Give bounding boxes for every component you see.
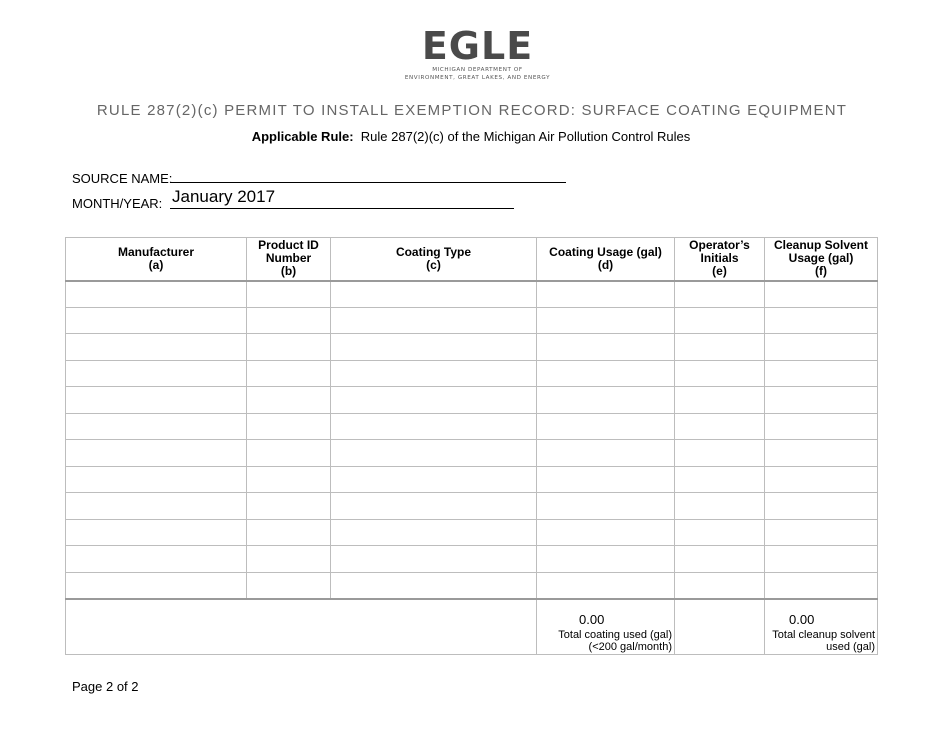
logo-wordmark: EGLE <box>421 24 534 68</box>
cell-coating-usage[interactable] <box>537 546 675 573</box>
cell-cleanup-solvent[interactable] <box>765 519 878 546</box>
cell-operator-initials[interactable] <box>675 413 765 440</box>
cell-product-id[interactable] <box>247 519 331 546</box>
source-name-field[interactable] <box>170 182 566 183</box>
cell-coating-usage[interactable] <box>537 493 675 520</box>
cell-operator-initials[interactable] <box>675 519 765 546</box>
cell-manufacturer[interactable] <box>66 440 247 467</box>
cell-cleanup-solvent[interactable] <box>765 546 878 573</box>
table-row <box>66 387 878 414</box>
cell-coating-type[interactable] <box>331 466 537 493</box>
header-product-id: Product ID Number (b) <box>247 238 331 281</box>
header-operator-initials: Operator’s Initials (e) <box>675 238 765 281</box>
cell-operator-initials[interactable] <box>675 440 765 467</box>
cell-coating-type[interactable] <box>331 493 537 520</box>
cell-manufacturer[interactable] <box>66 360 247 387</box>
cell-coating-type[interactable] <box>331 519 537 546</box>
cell-product-id[interactable] <box>247 307 331 334</box>
cell-manufacturer[interactable] <box>66 466 247 493</box>
cell-operator-initials[interactable] <box>675 546 765 573</box>
cell-manufacturer[interactable] <box>66 572 247 599</box>
applicable-rule <box>0 129 942 144</box>
cell-manufacturer[interactable] <box>66 307 247 334</box>
totals-blank <box>66 599 537 655</box>
cell-operator-initials[interactable] <box>675 493 765 520</box>
month-year-field[interactable] <box>170 208 514 209</box>
table-row <box>66 440 878 467</box>
total-solvent-value: 0.00 <box>789 611 815 627</box>
cell-product-id[interactable] <box>247 440 331 467</box>
cell-cleanup-solvent[interactable] <box>765 334 878 361</box>
cell-coating-usage[interactable] <box>537 519 675 546</box>
cell-cleanup-solvent[interactable] <box>765 387 878 414</box>
total-solvent-cell[interactable] <box>765 599 878 655</box>
table-row <box>66 334 878 361</box>
applicable-rule-text: Rule 287(2)(c) of the Michigan Air Pollution Control Rules <box>360 129 691 144</box>
month-year-value: January 2017 <box>172 187 276 206</box>
table-row <box>66 493 878 520</box>
table-row <box>66 466 878 493</box>
header-coating-type: Coating Type (c) <box>331 238 537 281</box>
cell-cleanup-solvent[interactable] <box>765 413 878 440</box>
page-number: Page 2 of 2 <box>72 679 139 694</box>
cell-coating-type[interactable] <box>331 440 537 467</box>
cell-coating-usage[interactable] <box>537 281 675 308</box>
cell-coating-type[interactable] <box>331 572 537 599</box>
cell-product-id[interactable] <box>247 493 331 520</box>
month-year-label: MONTH/YEAR: <box>72 196 163 211</box>
cell-product-id[interactable] <box>247 546 331 573</box>
cell-manufacturer[interactable] <box>66 334 247 361</box>
cell-cleanup-solvent[interactable] <box>765 572 878 599</box>
total-coating-value: 0.00 <box>579 611 605 627</box>
table-row <box>66 307 878 334</box>
cell-coating-usage[interactable] <box>537 360 675 387</box>
cell-manufacturer[interactable] <box>66 493 247 520</box>
total-coating-cell[interactable] <box>537 599 675 655</box>
cell-coating-type[interactable] <box>331 281 537 308</box>
cell-product-id[interactable] <box>247 572 331 599</box>
cell-manufacturer[interactable] <box>66 281 247 308</box>
exemption-record-table <box>65 237 878 655</box>
total-initials-blank <box>675 599 765 655</box>
cell-coating-usage[interactable] <box>537 440 675 467</box>
cell-operator-initials[interactable] <box>675 334 765 361</box>
cell-cleanup-solvent[interactable] <box>765 281 878 308</box>
form-title: RULE 287(2)(c) PERMIT TO INSTALL EXEMPTION RECORD: SURFACE COATING EQUIPMENT <box>96 102 848 119</box>
cell-operator-initials[interactable] <box>675 360 765 387</box>
cell-coating-type[interactable] <box>331 360 537 387</box>
table-row <box>66 413 878 440</box>
table-row <box>66 546 878 573</box>
cell-coating-usage[interactable] <box>537 387 675 414</box>
cell-operator-initials[interactable] <box>675 466 765 493</box>
cell-coating-usage[interactable] <box>537 307 675 334</box>
logo-subtitle-line1: MICHIGAN DEPARTMENT OF <box>432 67 523 73</box>
cell-coating-type[interactable] <box>331 546 537 573</box>
header-coating-usage: Coating Usage (gal) (d) <box>537 238 675 281</box>
cell-product-id[interactable] <box>247 281 331 308</box>
cell-product-id[interactable] <box>247 466 331 493</box>
total-solvent-label: Total cleanup solvent used (gal) <box>772 628 875 653</box>
egle-logo <box>395 24 560 89</box>
cell-coating-type[interactable] <box>331 334 537 361</box>
cell-coating-usage[interactable] <box>537 413 675 440</box>
cell-manufacturer[interactable] <box>66 413 247 440</box>
source-name-label: SOURCE NAME: <box>72 171 173 186</box>
cell-operator-initials[interactable] <box>675 307 765 334</box>
table-row <box>66 281 878 308</box>
cell-operator-initials[interactable] <box>675 387 765 414</box>
cell-coating-type[interactable] <box>331 307 537 334</box>
applicable-rule-label: Applicable Rule: <box>251 129 354 144</box>
totals-row <box>66 599 878 655</box>
cell-cleanup-solvent[interactable] <box>765 440 878 467</box>
table-row <box>66 360 878 387</box>
header-manufacturer: Manufacturer (a) <box>66 238 247 281</box>
cell-cleanup-solvent[interactable] <box>765 493 878 520</box>
cell-manufacturer[interactable] <box>66 519 247 546</box>
logo-subtitle-line2: ENVIRONMENT, GREAT LAKES, AND ENERGY <box>404 74 551 81</box>
cell-coating-type[interactable] <box>331 413 537 440</box>
cell-operator-initials[interactable] <box>675 572 765 599</box>
cell-cleanup-solvent[interactable] <box>765 360 878 387</box>
cell-product-id[interactable] <box>247 334 331 361</box>
header-cleanup-solvent: Cleanup Solvent Usage (gal) (f) <box>765 238 878 281</box>
table-row <box>66 572 878 599</box>
cell-cleanup-solvent[interactable] <box>765 307 878 334</box>
table-row <box>66 519 878 546</box>
cell-coating-usage[interactable] <box>537 572 675 599</box>
cell-operator-initials[interactable] <box>675 281 765 308</box>
cell-coating-type[interactable] <box>331 387 537 414</box>
cell-product-id[interactable] <box>247 387 331 414</box>
total-coating-label: Total coating used (gal) (<200 gal/month) <box>558 628 672 653</box>
cell-manufacturer[interactable] <box>66 546 247 573</box>
cell-coating-usage[interactable] <box>537 334 675 361</box>
cell-product-id[interactable] <box>247 360 331 387</box>
cell-manufacturer[interactable] <box>66 387 247 414</box>
cell-coating-usage[interactable] <box>537 466 675 493</box>
cell-cleanup-solvent[interactable] <box>765 466 878 493</box>
cell-product-id[interactable] <box>247 413 331 440</box>
